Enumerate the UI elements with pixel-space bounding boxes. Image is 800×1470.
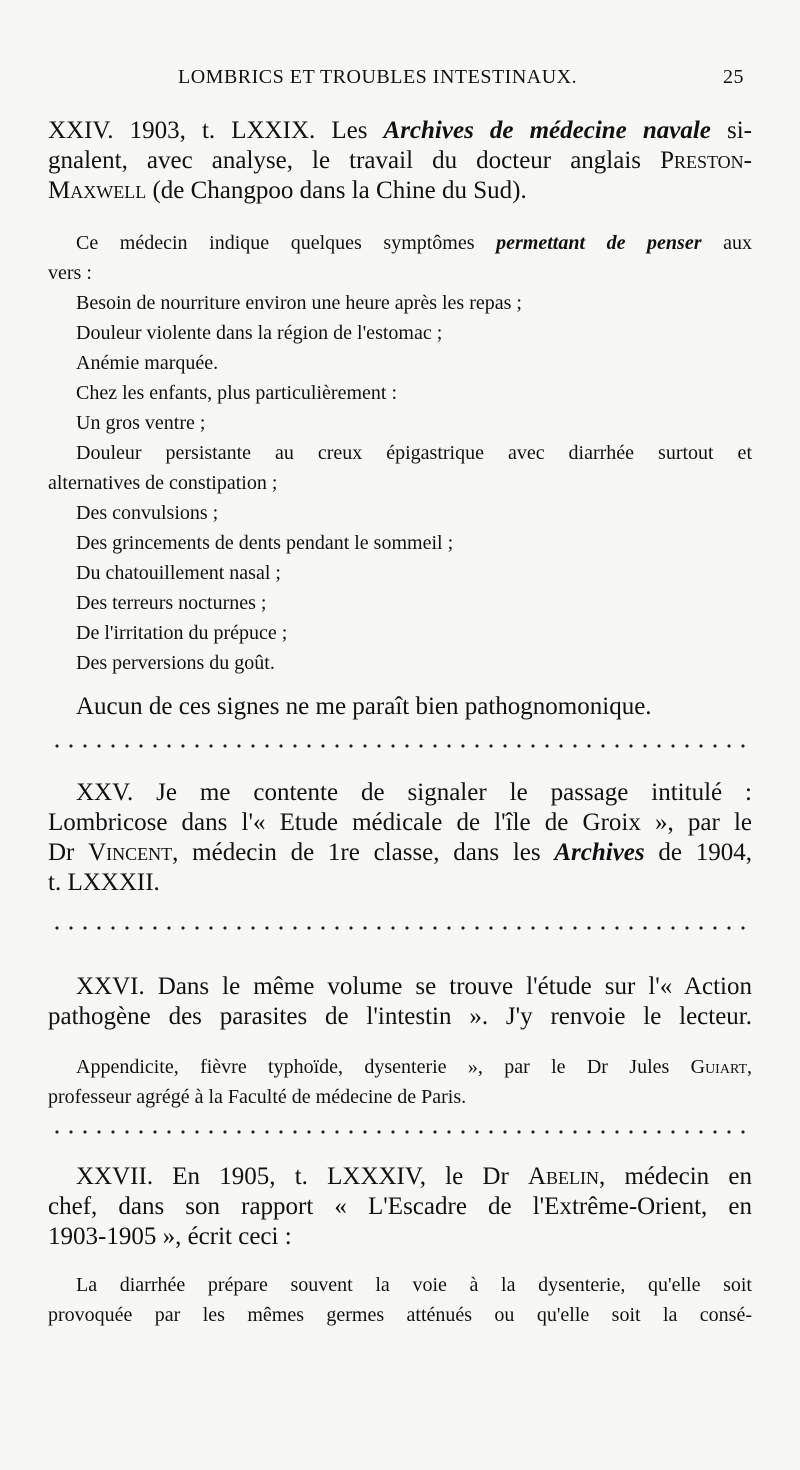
symptom-item: Des convulsions ; <box>76 502 219 524</box>
section-xxv <box>48 778 752 898</box>
symptom-quote <box>48 228 752 678</box>
symptom-item: Un gros ventre ; <box>76 412 206 434</box>
author-comment: Aucun de ces signes ne me paraît bien pathognomonique. <box>76 693 652 720</box>
symptom-item: Douleur persistante au creux épigastrique avec diarrhée surtout et <box>76 442 752 464</box>
section-xxvii-line-1: XXVII. En 1905, t. LXXXIV, le Dr Abelin, médecin en <box>76 1163 752 1190</box>
section-xxvi-reference <box>48 1052 752 1112</box>
dotted-separator <box>50 922 750 934</box>
section-xxiv-line-1: XXIV. 1903, t. LXXIX. Les Archives de médecine navale si- <box>48 117 752 144</box>
section-xxvii-line-2: chef, dans son rapport « L'Escadre de l'Extrême-Orient, en <box>48 1193 752 1220</box>
symptom-item: Des grincements de dents pendant le sommeil ; <box>76 532 454 554</box>
section-xxv-line-2: Lombricose dans l'« Etude médicale de l'île de Groix », par le <box>48 809 752 836</box>
section-xxvii <box>48 1162 752 1252</box>
symptom-item: Des perversions du goût. <box>76 652 275 674</box>
section-xxiv <box>48 116 752 206</box>
section-xxv-line-3: Dr Vincent, médecin de 1re classe, dans les Archives de 1904, <box>48 839 752 866</box>
section-xxv-line-1: XXV. Je me contente de signaler le passage intitulé : <box>76 779 752 806</box>
symptom-item: Du chatouillement nasal ; <box>76 562 281 584</box>
running-title: LOMBRICS ET TROUBLES INTESTINAUX. <box>178 66 578 88</box>
section-xxiv-line-3: Maxwell (de Changpoo dans la Chine du Sud). <box>48 177 527 204</box>
page-number: 25 <box>723 66 744 88</box>
quote-intro-end: vers : <box>48 262 92 284</box>
dotted-separator <box>50 740 750 752</box>
dotted-separator <box>50 1126 750 1138</box>
section-xxvi <box>48 972 752 1032</box>
symptom-item: Besoin de nourriture environ une heure après les repas ; <box>76 292 522 314</box>
symptom-item: Chez les enfants, plus particulièrement : <box>76 382 398 404</box>
abelin-quote <box>48 1270 752 1330</box>
section-xxvi-line-2: pathogène des parasites de l'intestin ». J'y renvoie le lecteur. <box>48 1003 752 1030</box>
section-xxvii-line-3: 1903-1905 », écrit ceci : <box>48 1223 292 1250</box>
abelin-quote-line-2: provoquée par les mêmes germes atténués ou qu'elle soit la consé- <box>48 1304 752 1326</box>
page-header <box>50 62 750 96</box>
section-xxvi-line-1: XXVI. Dans le même volume se trouve l'étude sur l'« Action <box>76 973 752 1000</box>
quote-intro-line: Ce médecin indique quelques symptômes permettant de penser aux <box>76 232 752 254</box>
symptom-item: Douleur violente dans la région de l'estomac ; <box>76 322 443 344</box>
abelin-quote-line-1: La diarrhée prépare souvent la voie à la dysenterie, qu'elle soit <box>76 1274 752 1296</box>
symptom-item: Anémie marquée. <box>76 352 219 374</box>
section-xxv-line-4: t. LXXXII. <box>48 869 160 896</box>
symptom-item: De l'irritation du prépuce ; <box>76 622 288 644</box>
section-xxiv-line-2: gnalent, avec analyse, le travail du docteur anglais Preston- <box>48 147 752 174</box>
symptom-item: Des terreurs nocturnes ; <box>76 592 267 614</box>
symptom-item-continuation: alternatives de constipation ; <box>48 472 278 494</box>
section-xxvi-line-4: professeur agrégé à la Faculté de médecine de Paris. <box>48 1086 467 1108</box>
section-xxvi-line-3: Appendicite, fièvre typhoïde, dysenterie », par le Dr Jules Guiart, <box>76 1056 752 1078</box>
